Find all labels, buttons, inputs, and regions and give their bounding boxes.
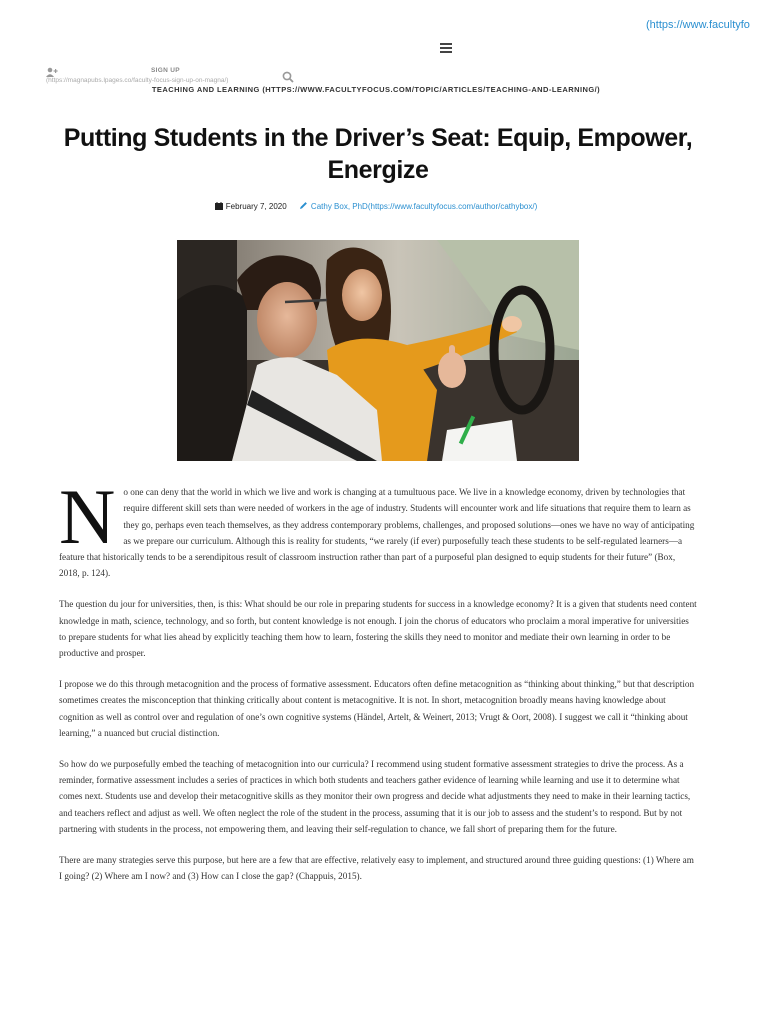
article-meta	[0, 201, 752, 211]
paragraph: I propose we do this through metacognition and the process of formative assessment. Educators often define metacognition as “thinking about thinking,” but that description sometimes creates the misconception that thinking critically about content is metacognitive. It is not. In short, metacognition broadly means having knowledge about cognition as well as control over and regulation of one’s own cognitive systems (Händel, Artelt, & Weinert, 2013; Vrugt & Oort, 2008). I suggest we call it “thinking about learning,” a nuanced but crucial distinction.	[59, 678, 695, 738]
category-link[interactable]: TEACHING AND LEARNING (HTTPS://WWW.FACULTYFOCUS.COM/TOPIC/ARTICLES/TEACHING-AND-LEARNING/)	[151, 85, 601, 94]
signup-link[interactable]: (https://magnapubs.lpages.co/faculty-focus-sign-up-on-magna/)	[46, 77, 229, 84]
article-body	[59, 473, 697, 899]
paragraph: So how do we purposefully embed the teaching of metacognition into our curricula? I recommend using student formative assessment strategies to drive the process. As a reminder, formative assessment includes a series of practices in which both students and teachers gather evidence of learning while learning and use it to determine what comes next. Students use and develop their metacognitive skills as they monitor their own progress and decide what adjustments they need to make in their learning tactics, and teachers reflect and adjust as well. We often neglect the role of the student in the process, assuming that it is our job to assess and the student’s to respond. But by not partnering with students in the process, not empowering them, and leaving their self-regulation to chance, we fall short of preparing them for the future.	[59, 758, 691, 834]
author-text: Cathy Box, PhD(https://www.facultyfocus.com/author/cathybox/)	[310, 202, 538, 211]
add-user-icon[interactable]	[46, 67, 58, 77]
pencil-icon	[299, 201, 308, 210]
calendar-icon	[215, 202, 223, 210]
hero-photo	[177, 240, 579, 461]
author-link[interactable]	[299, 202, 537, 211]
page-title: Putting Students in the Driver’s Seat: Equip, Empower, Energize	[63, 124, 693, 184]
paragraph: The question du jour for universities, then, is this: What should be our role in preparing students for success in a knowledge economy? It is a given that students need content knowledge in math, science, technology, and so forth, but content knowledge is not enough. I join the chorus of educators who proclaim a moral imperative for universities to prepare students for what lies ahead by explicitly teaching them how to learn, fostering the skills they need to monitor and mediate their own learning in order to be productive and prosper.	[59, 599, 697, 659]
post-date	[215, 202, 289, 211]
date-text: February 7, 2020	[225, 202, 287, 211]
paragraph-text: o one can deny that the world in which we live and work is changing at a tumultuous pace. We live in a knowledge economy, driven by technologies that require different skill sets than were needed of workers in the age of industry. Students will encounter work and life situations that require them to learn as they go, perhaps even teach themselves, as they address contemporary problems, challenges, and proposed solutions—ones we have no way of anticipating as we prepare our curriculum. Although this is reality for students, “we rarely (if ever) purposefully teach these students to be self-regulated learners—a feature that historically tends to be a serendipitous result of classroom instruction rather than part of a purposeful plan designed to equip students for their future” (Box, 2018, p. 124).	[59, 487, 695, 579]
paragraph	[59, 473, 697, 582]
search-icon[interactable]	[282, 71, 294, 83]
menu-icon[interactable]	[440, 43, 452, 53]
dropcap: N	[59, 473, 116, 560]
signup-label[interactable]: SIGN UP	[151, 67, 180, 74]
paragraph: There are many strategies serve this purpose, but here are a few that are effective, relatively easy to implement, and structured around three guiding questions: (1) Where am I going? (2) Where am I now? and (3) How can I close the gap? (Chappuis, 2015).	[59, 854, 694, 881]
top-site-link[interactable]: (https://www.facultyfo	[646, 19, 750, 31]
